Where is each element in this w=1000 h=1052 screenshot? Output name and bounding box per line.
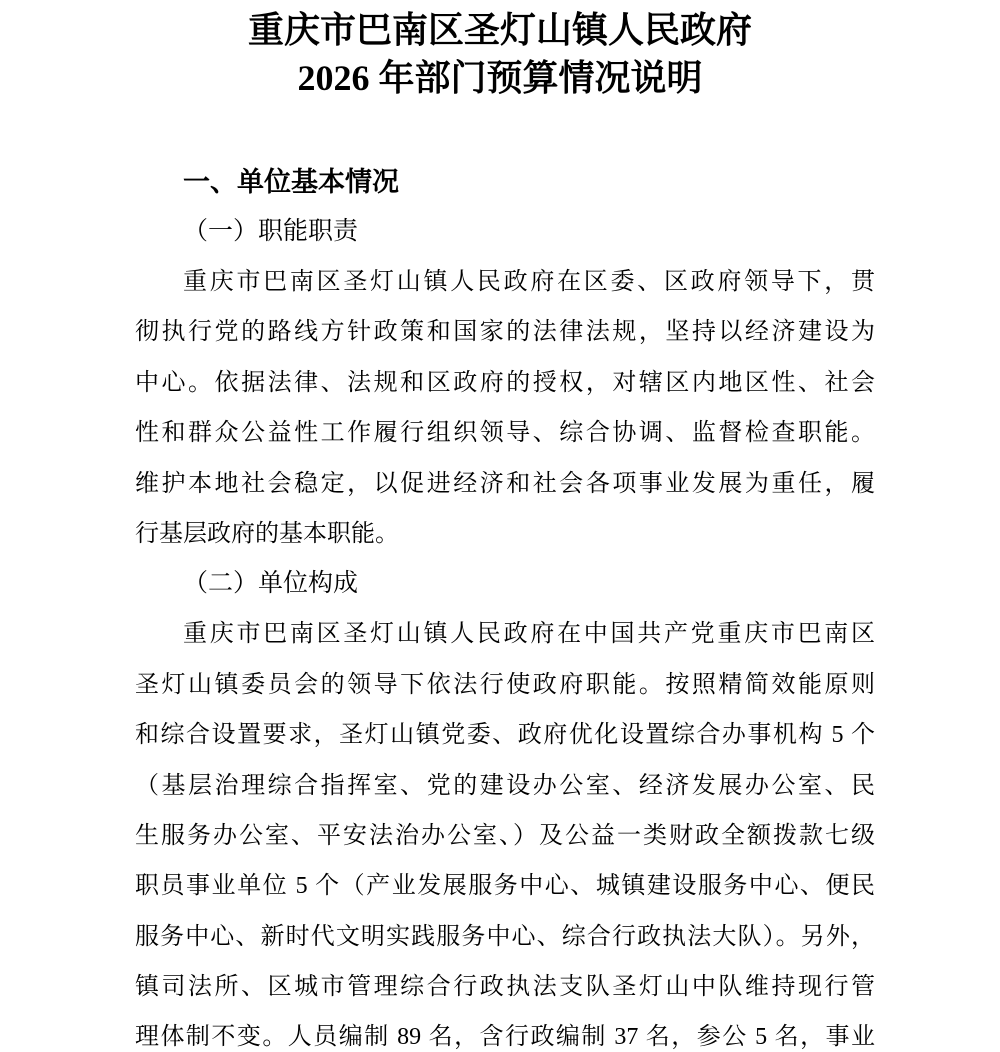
- subsection-heading-duties: （一）职能职责: [183, 218, 359, 245]
- paragraph-line: 职员事业单位 5 个（产业发展服务中心、城镇建设服务中心、便民: [135, 873, 875, 900]
- document-title: [0, 0, 1000, 102]
- paragraph-line: 理体制不变。人员编制 89 名，含行政编制 37 名，参公 5 名，事业: [135, 1024, 875, 1051]
- subsection-heading-composition: （二）单位构成: [183, 570, 359, 598]
- paragraph-line: 中心。依据法律、法规和区政府的授权，对辖区内地区性、社会: [135, 369, 875, 396]
- paragraph-line: 性和群众公益性工作履行组织领导、综合协调、监督检查职能。: [135, 420, 875, 447]
- paragraph-line: 生服务办公室、平安法治办公室、）及公益一类财政全额拨款七级: [135, 822, 875, 849]
- paragraph-duties: [135, 257, 875, 559]
- section-heading-basic-info: 一、单位基本情况: [183, 167, 399, 197]
- paragraph-line: 和综合设置要求，圣灯山镇党委、政府优化设置综合办事机构 5 个: [135, 722, 875, 749]
- paragraph-line: 维护本地社会稳定，以促进经济和社会各项事业发展为重任，履: [135, 470, 875, 497]
- paragraph-line: 行基层政府的基本职能。: [135, 520, 399, 547]
- paragraph-line: （基层治理综合指挥室、党的建设办公室、经济发展办公室、民: [135, 772, 875, 799]
- paragraph-line: 重庆市巴南区圣灯山镇人民政府在中国共产党重庆市巴南区: [183, 621, 875, 648]
- paragraph-line: 重庆市巴南区圣灯山镇人民政府在区委、区政府领导下，贯: [183, 269, 875, 295]
- paragraph-line: 彻执行党的路线方针政策和国家的法律法规，坚持以经济建设为: [135, 319, 875, 346]
- document-body: [135, 157, 875, 1052]
- paragraph-line: 圣灯山镇委员会的领导下依法行使政府职能。按照精简效能原则: [135, 671, 875, 698]
- document-title-line-2: 2026 年部门预算情况说明: [297, 58, 703, 98]
- paragraph-line: 镇司法所、区城市管理综合行政执法支队圣灯山中队维持现行管: [135, 974, 875, 1001]
- paragraph-line: 服务中心、新时代文明实践服务中心、综合行政执法大队）。另外，: [135, 923, 875, 950]
- document-title-line-1: 重庆市巴南区圣灯山镇人民政府: [247, 10, 752, 50]
- paragraph-composition: [135, 609, 875, 1052]
